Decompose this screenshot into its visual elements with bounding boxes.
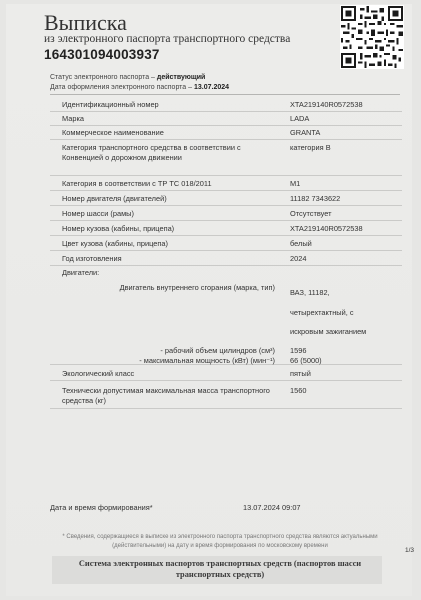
formed-date-value: 13.07.2024 09:07 xyxy=(243,503,301,512)
system-name: Система электронных паспортов транспортных средств (паспортов шасси транспортных средств) xyxy=(78,559,362,579)
document-title: Выписка xyxy=(44,10,127,35)
row-divider xyxy=(50,235,402,236)
row-label: - максимальная мощность (кВт) (мин⁻¹) xyxy=(139,356,275,365)
row-label: Экологический класс xyxy=(62,369,135,378)
row-value: XTA219140R0572538 xyxy=(290,100,363,109)
row-divider xyxy=(50,125,402,126)
row-divider xyxy=(50,139,402,140)
issue-date-value: 13.07.2024 xyxy=(194,84,230,91)
header-divider xyxy=(50,94,400,95)
row-label: Идентификационный номер xyxy=(62,100,159,109)
row-label: Номер двигателя (двигателей) xyxy=(62,194,167,203)
row-divider xyxy=(50,205,402,206)
row-value: 66 (5000) xyxy=(290,356,322,365)
row-value: XTA219140R0572538 xyxy=(290,224,363,233)
page-number: 1/3 xyxy=(405,547,415,554)
row-label: Год изготовления xyxy=(62,254,122,263)
row-label: - рабочий объем цилиндров (см³) xyxy=(160,346,275,355)
row-value: категория B xyxy=(290,143,331,152)
formed-date-label: Дата и время формирования* xyxy=(50,503,153,512)
row-divider xyxy=(50,220,402,221)
row-value: M1 xyxy=(290,179,301,188)
row-value: белый xyxy=(290,239,312,248)
row-divider xyxy=(50,408,402,409)
qr-code-icon xyxy=(340,5,404,69)
row-value: пятый xyxy=(290,369,311,378)
issue-date-line xyxy=(50,84,229,91)
row-value: 2024 xyxy=(290,254,307,263)
row-label: Номер шасси (рамы) xyxy=(62,209,134,218)
status-line xyxy=(50,74,205,81)
row-label: Двигатель внутреннего сгорания (марка, тип) xyxy=(119,283,275,292)
row-value: ВАЗ, 11182, четырехтактный, с искровым зажиганием xyxy=(290,288,367,336)
row-label: Номер кузова (кабины, прицепа) xyxy=(62,224,175,233)
row-value: 1596 xyxy=(290,346,307,355)
document-subtitle: из электронного паспорта транспортного средства xyxy=(44,33,291,45)
row-divider xyxy=(50,175,402,176)
row-divider xyxy=(50,190,402,191)
status-value: действующий xyxy=(156,74,206,81)
row-label: Технически допустимая максимальная масса транспортного средства (кг) xyxy=(62,386,270,405)
row-divider xyxy=(50,111,402,112)
row-divider xyxy=(50,380,402,381)
status-label: Статус электронного паспорта – xyxy=(50,74,157,81)
row-label: Двигатели: xyxy=(62,268,100,277)
row-label: Марка xyxy=(62,114,84,123)
row-label: Цвет кузова (кабины, прицепа) xyxy=(62,239,168,248)
passport-number: 164301094003937 xyxy=(44,47,160,62)
row-label: Категория транспортного средства в соответствии с Конвенцией о дорожном движении xyxy=(62,143,241,162)
row-divider xyxy=(50,265,402,266)
row-value: GRANTA xyxy=(290,128,321,137)
row-value: Отсутствует xyxy=(290,209,332,218)
row-value: LADA xyxy=(290,114,310,123)
row-value: 1560 xyxy=(290,386,307,395)
footnote: * Сведения, содержащиеся в выписке из электронного паспорта транспортного средства являются актуальными (действительными) на дату и время формирования по московскому времени xyxy=(62,534,378,549)
row-label: Коммерческое наименование xyxy=(62,128,164,137)
row-divider xyxy=(50,250,402,251)
row-label: Категория в соответствии с ТР ТС 018/2011 xyxy=(62,179,212,188)
issue-date-label: Дата оформления электронного паспорта – xyxy=(50,84,194,91)
row-value: 11182 7343622 xyxy=(290,194,341,203)
